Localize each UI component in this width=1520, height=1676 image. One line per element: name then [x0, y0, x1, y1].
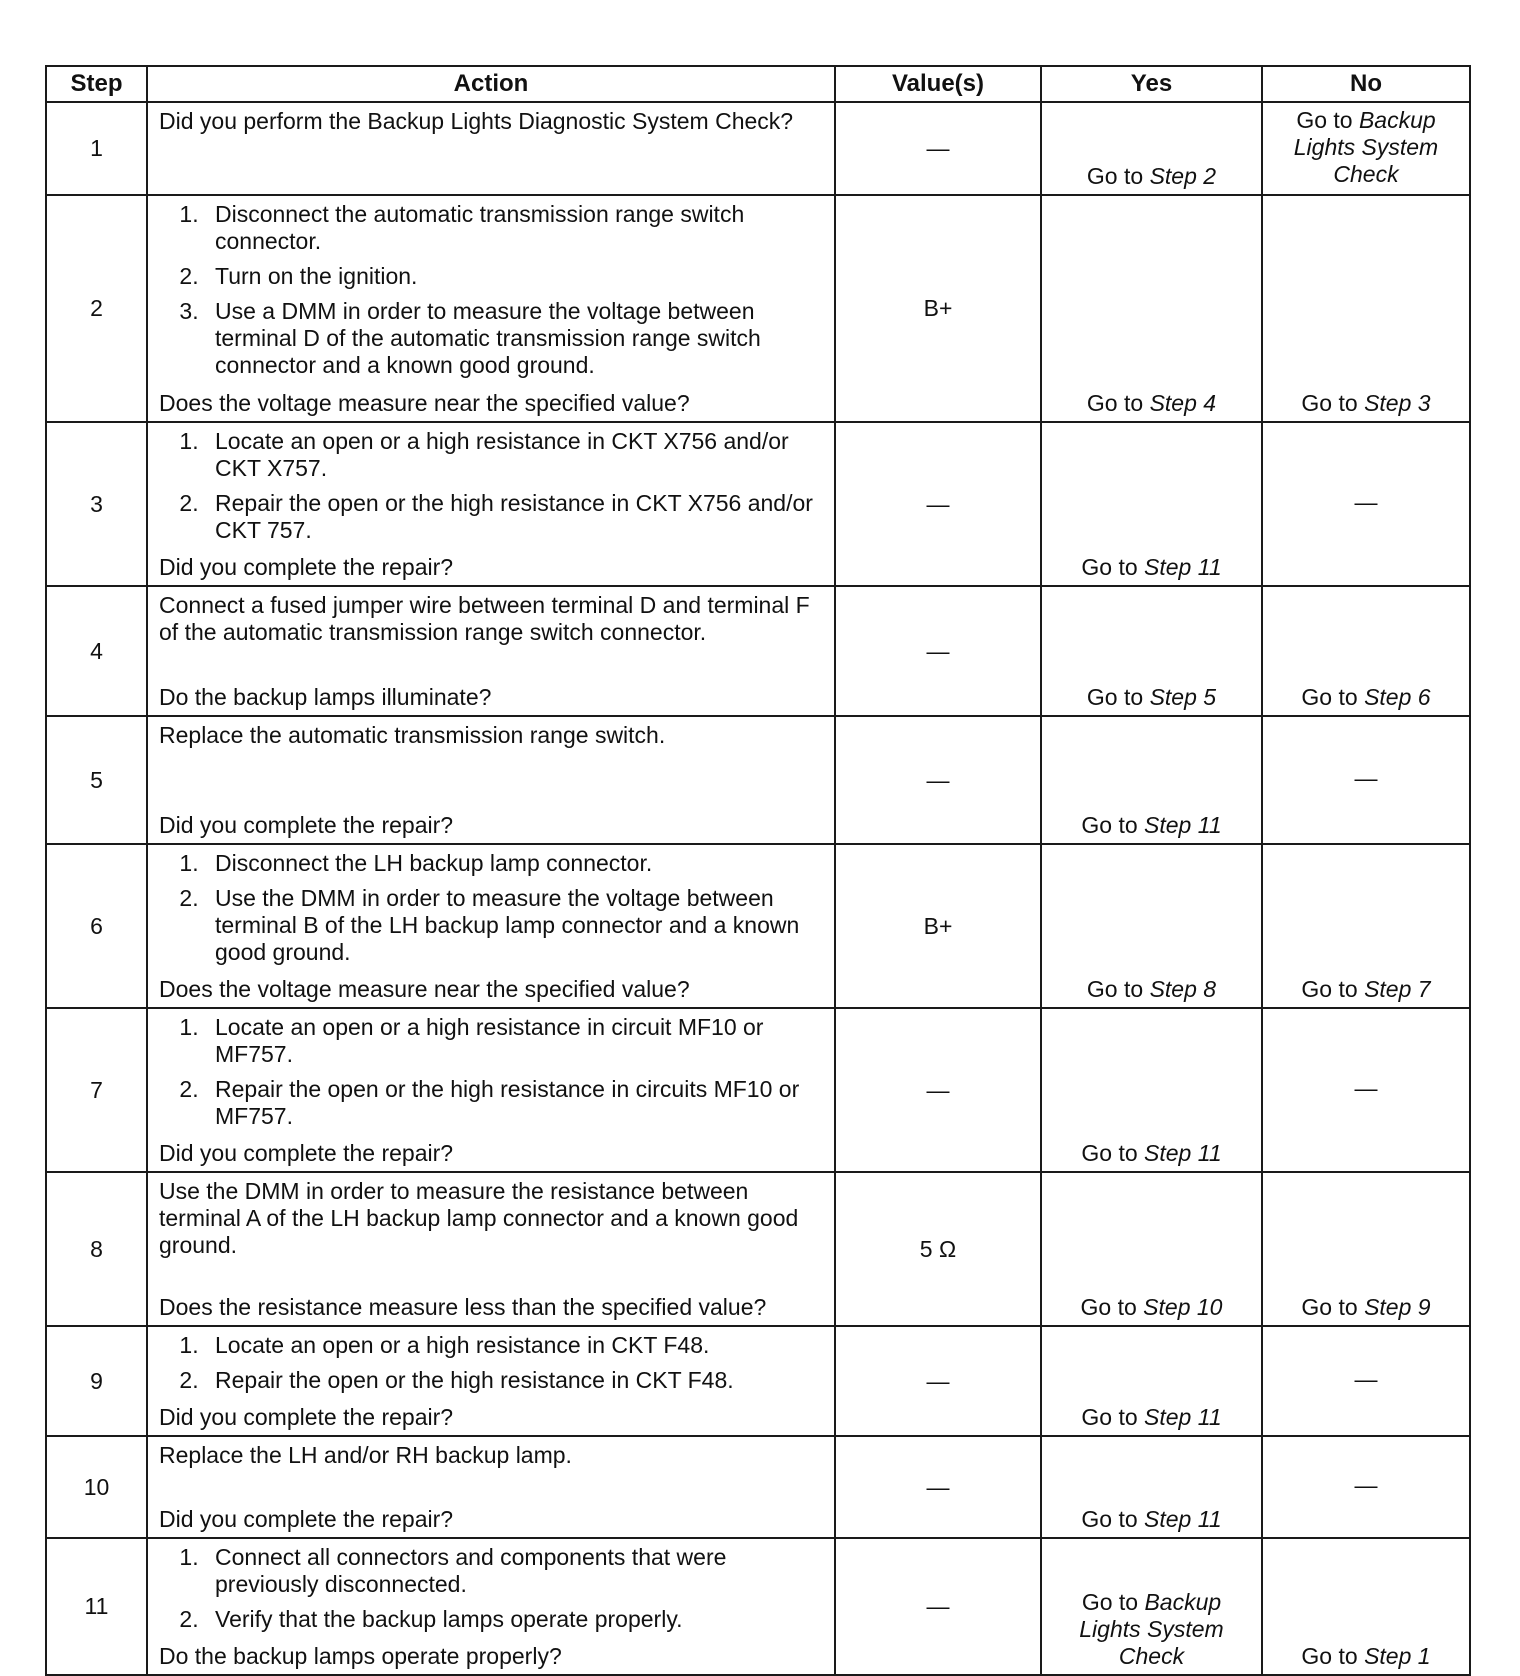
yes-prefix: Go to [1081, 812, 1138, 838]
action-question: Did you complete the repair? [159, 1404, 454, 1430]
no-prefix: — [1354, 1365, 1378, 1392]
no-cell [1262, 1172, 1470, 1326]
action-text: Replace the automatic transmission range switch. [159, 722, 666, 748]
yes-target: Step 11 [1144, 554, 1222, 580]
no-cell [1262, 1326, 1470, 1436]
no-target: Step 1 [1364, 1643, 1431, 1669]
no-prefix: Go to [1301, 390, 1358, 416]
value-cell: — [835, 102, 1041, 195]
action-cell [147, 422, 835, 586]
action-item: 3. Use a DMM in order to measure the voltage between terminal D of the automatic transmission range switch connector and a known good ground. [205, 298, 824, 379]
step-number: 5 [46, 716, 147, 844]
value-cell: B+ [835, 844, 1041, 1008]
action-text: Connect a fused jumper wire between terminal D and terminal F of the automatic transmission range switch connector. [159, 592, 810, 645]
value-cell: — [835, 422, 1041, 586]
action-list [159, 201, 824, 379]
yes-target: Step 10 [1143, 1294, 1223, 1320]
yes-target: Step 5 [1149, 684, 1217, 710]
yes-cell [1041, 195, 1262, 422]
yes-prefix: Go to [1081, 1506, 1138, 1532]
value-cell: — [835, 1436, 1041, 1538]
action-item: 2. Repair the open or the high resistance in circuits MF10 or MF757. [205, 1076, 824, 1130]
action-cell [147, 195, 835, 422]
step-number: 11 [46, 1538, 147, 1675]
table-row [46, 586, 1470, 716]
value-cell: B+ [835, 195, 1041, 422]
no-cell [1262, 716, 1470, 844]
yes-cell [1041, 422, 1262, 586]
yes-prefix: Go to [1081, 1589, 1139, 1615]
no-prefix: Go to [1301, 1294, 1358, 1320]
step-number: 8 [46, 1172, 147, 1326]
action-question: Do the backup lamps operate properly? [159, 1643, 562, 1669]
action-question: Did you complete the repair? [159, 812, 454, 838]
no-target: Step 6 [1364, 684, 1431, 710]
action-list [159, 1544, 824, 1633]
header-no: No [1262, 66, 1470, 102]
no-target: Backup Lights System Check [1293, 107, 1439, 187]
no-cell [1262, 1008, 1470, 1172]
table-row [46, 1538, 1470, 1675]
action-item: 2. Repair the open or the high resistance in CKT F48. [205, 1367, 824, 1394]
table-row [46, 716, 1470, 844]
yes-target: Step 11 [1144, 812, 1222, 838]
step-number: 3 [46, 422, 147, 586]
action-item: 1. Locate an open or a high resistance in circuit MF10 or MF757. [205, 1014, 824, 1068]
yes-prefix: Go to [1086, 684, 1144, 710]
action-list [159, 1332, 824, 1394]
no-prefix: Go to [1301, 976, 1358, 1002]
no-prefix: — [1354, 1074, 1378, 1101]
no-cell [1262, 1538, 1470, 1675]
yes-prefix: Go to [1081, 1140, 1138, 1166]
action-item: 2. Repair the open or the high resistance in CKT X756 and/or CKT 757. [205, 490, 824, 544]
no-cell [1262, 586, 1470, 716]
yes-cell [1041, 1436, 1262, 1538]
action-item: 2. Verify that the backup lamps operate properly. [205, 1606, 824, 1633]
yes-prefix: Go to [1086, 390, 1144, 416]
action-cell [147, 1172, 835, 1326]
action-item: 1. Locate an open or a high resistance in CKT X756 and/or CKT X757. [205, 428, 824, 482]
action-cell [147, 844, 835, 1008]
action-text: Replace the LH and/or RH backup lamp. [159, 1442, 572, 1468]
table-body [46, 102, 1470, 1675]
table-row [46, 422, 1470, 586]
step-number: 2 [46, 195, 147, 422]
no-prefix: — [1354, 488, 1378, 515]
yes-target: Step 2 [1149, 163, 1217, 189]
table-row [46, 1326, 1470, 1436]
action-item: 2. Turn on the ignition. [205, 263, 824, 290]
table-row [46, 844, 1470, 1008]
action-cell [147, 716, 835, 844]
step-number: 1 [46, 102, 147, 195]
value-cell: — [835, 716, 1041, 844]
no-cell [1262, 102, 1470, 195]
no-prefix: Go to [1296, 107, 1353, 133]
header-row [46, 66, 1470, 102]
no-target: Step 7 [1364, 976, 1431, 1002]
action-cell [147, 1538, 835, 1675]
table-row [46, 195, 1470, 422]
value-cell: 5 Ω [835, 1172, 1041, 1326]
action-cell [147, 1326, 835, 1436]
header-step: Step [46, 66, 147, 102]
yes-cell [1041, 1538, 1262, 1675]
table-row [46, 1172, 1470, 1326]
yes-cell [1041, 844, 1262, 1008]
no-cell [1262, 422, 1470, 586]
step-number: 7 [46, 1008, 147, 1172]
value-cell: — [835, 1326, 1041, 1436]
action-list [159, 428, 824, 544]
action-question: Did you complete the repair? [159, 554, 454, 580]
yes-prefix: Go to [1086, 163, 1144, 189]
no-prefix: — [1354, 1471, 1378, 1498]
value-cell: — [835, 1538, 1041, 1675]
header-yes: Yes [1041, 66, 1262, 102]
action-cell [147, 102, 835, 195]
yes-cell [1041, 102, 1262, 195]
yes-target: Step 11 [1144, 1506, 1222, 1532]
action-list [159, 850, 824, 966]
table-row [46, 1008, 1470, 1172]
step-number: 4 [46, 586, 147, 716]
step-number: 10 [46, 1436, 147, 1538]
yes-prefix: Go to [1086, 976, 1144, 1002]
no-target: Step 9 [1364, 1294, 1431, 1320]
no-cell [1262, 195, 1470, 422]
step-number: 6 [46, 844, 147, 1008]
action-item: 1. Disconnect the LH backup lamp connector. [205, 850, 824, 877]
action-cell [147, 586, 835, 716]
action-question: Does the resistance measure less than the specified value? [159, 1294, 767, 1320]
action-cell [147, 1436, 835, 1538]
no-target: Step 3 [1364, 390, 1431, 416]
value-cell: — [835, 1008, 1041, 1172]
action-item: 2. Use the DMM in order to measure the voltage between terminal B of the LH backup lamp connector and a known good ground. [205, 885, 824, 966]
action-question: Do the backup lamps illuminate? [159, 684, 492, 710]
action-question: Does the voltage measure near the specified value? [159, 390, 690, 416]
no-prefix: Go to [1301, 1643, 1358, 1669]
yes-cell [1041, 586, 1262, 716]
yes-target: Backup Lights System Check [1079, 1589, 1224, 1669]
no-prefix: Go to [1301, 684, 1358, 710]
action-text: Use the DMM in order to measure the resistance between terminal A of the LH backup lamp connector and a known good ground. [159, 1178, 799, 1258]
action-question: Does the voltage measure near the specified value? [159, 976, 690, 1002]
table-row [46, 1436, 1470, 1538]
yes-cell [1041, 716, 1262, 844]
step-number: 9 [46, 1326, 147, 1436]
action-item: 1. Connect all connectors and components that were previously disconnected. [205, 1544, 824, 1598]
yes-target: Step 8 [1149, 976, 1217, 1002]
no-cell [1262, 1436, 1470, 1538]
header-values: Value(s) [835, 66, 1041, 102]
no-prefix: — [1354, 764, 1378, 791]
yes-target: Step 4 [1149, 390, 1217, 416]
header-action: Action [147, 66, 835, 102]
action-item: 1. Disconnect the automatic transmission range switch connector. [205, 201, 824, 255]
yes-prefix: Go to [1081, 554, 1138, 580]
value-cell: — [835, 586, 1041, 716]
diagnostic-table [45, 65, 1471, 1676]
action-text: Did you perform the Backup Lights Diagnostic System Check? [159, 108, 794, 134]
no-cell [1262, 844, 1470, 1008]
yes-cell [1041, 1172, 1262, 1326]
table-row [46, 102, 1470, 195]
action-question: Did you complete the repair? [159, 1140, 454, 1166]
yes-prefix: Go to [1081, 1404, 1138, 1430]
yes-target: Step 11 [1144, 1140, 1222, 1166]
action-list [159, 1014, 824, 1130]
action-cell [147, 1008, 835, 1172]
action-item: 1. Locate an open or a high resistance in CKT F48. [205, 1332, 824, 1359]
action-question: Did you complete the repair? [159, 1506, 454, 1532]
yes-cell [1041, 1008, 1262, 1172]
yes-prefix: Go to [1080, 1294, 1137, 1320]
yes-cell [1041, 1326, 1262, 1436]
yes-target: Step 11 [1144, 1404, 1222, 1430]
